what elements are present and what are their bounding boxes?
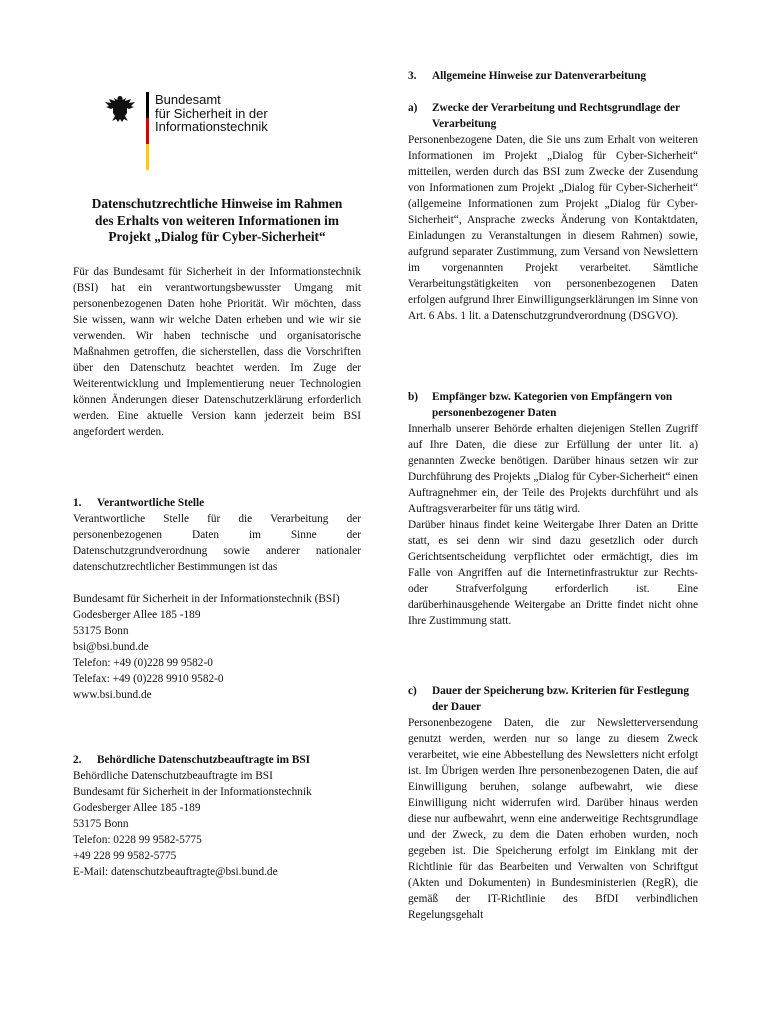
subsection-title: Empfänger bzw. Kategorien von Empfängern von personenbezogener Daten (432, 391, 673, 419)
dpo-city: 53175 Bonn (73, 818, 129, 830)
subsection-title: Dauer der Speicherung bzw. Kriterien für Festlegung der Dauer (432, 685, 689, 713)
section-1-heading (73, 495, 361, 511)
subsection-b (408, 389, 698, 629)
section-number: 2. (73, 754, 82, 766)
dpo-fax: +49 228 99 9582-5775 (73, 850, 177, 862)
section-2 (73, 752, 361, 880)
dpo-email: E-Mail: datenschutzbeauftragte@bsi.bund.de (73, 866, 278, 878)
controller-street: Godesberger Allee 185 -189 (73, 609, 201, 621)
dpo-org: Bundesamt für Sicherheit in der Informationstechnik (73, 786, 312, 798)
controller-phone: Telefon: +49 (0)228 99 9582-0 (73, 657, 213, 669)
dpo-street: Godesberger Allee 185 -189 (73, 802, 201, 814)
section-number: 1. (73, 497, 82, 509)
intro-section (73, 264, 361, 440)
flag-black (146, 92, 149, 118)
title-line-3: Projekt „Dialog für Cyber-Sicherheit“ (108, 229, 326, 245)
bsi-logo (104, 92, 304, 172)
dpo-phone: Telefon: 0228 99 9582-5775 (73, 834, 202, 846)
subsection-label: c) (408, 685, 417, 697)
section-1 (73, 495, 361, 703)
intro-paragraph: Für das Bundesamt für Sicherheit in der Informationstechnik (BSI) hat ein verantwortungsbewusster Umgang mit personenbezogenen Daten hohe Priorität. Wir möchten, dass Sie wissen, wann wir welche Daten erheben und wie wir sie verwenden. Wir haben technische und organisatorische Maßnahmen getroffen, die sicherstellen, dass die Vorschriften über den Datenschutz beachtet werden. Im Zuge der Weiterentwicklung und Implementierung neuer Technologien können Änderungen dieser Datenschutzerklärung erforderlich werden. Eine aktuelle Version kann jederzeit beim BSI angefordert werden. (73, 266, 361, 438)
subsection-a (408, 100, 698, 324)
subsection-title: Zwecke der Verarbeitung und Rechtsgrundlage der Verarbeitung (432, 102, 680, 130)
subsection-c-heading (408, 683, 698, 715)
section-number: 3. (408, 70, 417, 82)
section-title: Verantwortliche Stelle (97, 497, 205, 509)
title-line-2: des Erhalts von weiteren Informationen im (95, 212, 339, 228)
controller-email: bsi@bsi.bund.de (73, 641, 149, 653)
subsection-b-heading (408, 389, 698, 421)
logo-line-2: für Sicherheit in der (155, 105, 268, 121)
flag-stripe (146, 92, 149, 170)
logo-line-3: Informationstechnik (155, 119, 268, 134)
dpo-line: Behördliche Datenschutzbeauftragte im BSI (73, 770, 273, 782)
controller-fax: Telefax: +49 (0)228 9910 9582-0 (73, 673, 224, 685)
federal-eagle-icon (104, 94, 136, 124)
subsection-a-heading (408, 100, 698, 132)
section-title: Behördliche Datenschutzbeauftragte im BSI (97, 754, 311, 766)
subsection-b-text-1: Innerhalb unserer Behörde erhalten diejenigen Stellen Zugriff auf Ihre Daten, die diese zur Erfüllung der unter lit. a) genannten Zwecke benötigen. Darüber hinaus setzen wir zur Durchführung des Projekts „Dialog für Cyber-Sicherheit“ einen Auftragnehmer ein, der Teile des Projekts durchführt und als Auftragsverarbeiter für uns tätig wird. (408, 423, 698, 515)
controller-org: Bundesamt für Sicherheit in der Informationstechnik (BSI) (73, 593, 340, 605)
subsection-a-text: Personenbezogene Daten, die Sie uns zum Erhalt von weiteren Informationen im Projekt „Dialog für Cyber-Sicherheit“ mitteilen, werden durch das BSI zum Zwecke der Zusendung von Informationen zum Projekt „Dialog für Cyber-Sicherheit“ (allgemeine Informationen zum Projekt „Dialog für Cyber-Sicherheit“, Ansprache zwecks Änderung von Kontaktdaten, Einladungen zu Veranstaltungen in diesem Rahmen) sowie, aufgrund separater Zustimmung, zum Versand von Newslettern im vorgenannten Projekt verarbeitet. Sämtliche Verarbeitungstätigkeiten von personenbezogenen Daten erfolgen aufgrund Ihrer Einwilligungserklärungen im Sinne von Art. 6 Abs. 1 lit. a Datenschutzgrundverordnung (DSGVO). (408, 134, 698, 322)
title-line-1: Datenschutzrechtliche Hinweise im Rahmen (91, 196, 343, 211)
section-3-heading (408, 68, 698, 84)
logo-text (155, 93, 268, 134)
logo-line-1: Bundesamt (155, 92, 221, 107)
section-3 (408, 68, 698, 84)
subsection-label: b) (408, 391, 419, 403)
section-1-text: Verantwortliche Stelle für die Verarbeitung der personenbezogenen Daten im Sinne der Datenschutzgrundverordnung sowie anderer nationaler datenschutzrechtlicher Bestimmungen ist das (73, 513, 361, 573)
controller-web: www.bsi.bund.de (73, 689, 152, 701)
document-title (73, 196, 361, 246)
subsection-c-text: Personenbezogene Daten, die zur Newsletterversendung genutzt werden, werden nur so lange zu diesem Zweck verarbeitet, wie eine Abbestellung des Newsletters nicht erfolgt ist. Im Übrigen werden Ihre personenbezogenen Daten, die auf Einwilligung beruhen, solange aufbewahrt, wie diese Einwilligung nicht widerrufen wird. Darüber hinaus werden diese nur aufbewahrt, wenn eine anderweitige Rechtsgrundlage und der Zweck, zu dem die Daten erhoben wurden, noch gegeben ist. Die Speicherung erfolgt im Einklang mit der Richtlinie für das Bearbeiten und Verwalten von Schriftgut (Akten und Dokumenten) in Bundesministerien (RegR), die gemäß der IT-Richtlinie des BfDI verbindlichen Regelungsgehalt (408, 717, 698, 921)
subsection-c (408, 683, 698, 923)
subsection-b-text-2: Darüber hinaus findet keine Weitergabe Ihrer Daten an Dritte statt, es sei denn wir sind dazu gesetzlich oder durch Gerichtsentscheidung verpflichtet oder ermächtigt, dies im Falle von Angriffen auf die Internetinfrastruktur zur Rechts- oder Strafverfolgung erforderlich ist. Eine darüberhinausgehende Weitergabe an Dritte findet nicht ohne Ihre Zustimmung statt. (408, 519, 698, 627)
flag-red (146, 118, 149, 144)
subsection-label: a) (408, 102, 418, 114)
controller-city: 53175 Bonn (73, 625, 129, 637)
flag-gold (146, 144, 149, 170)
section-title: Allgemeine Hinweise zur Datenverarbeitung (432, 70, 647, 82)
section-2-heading (73, 752, 361, 768)
